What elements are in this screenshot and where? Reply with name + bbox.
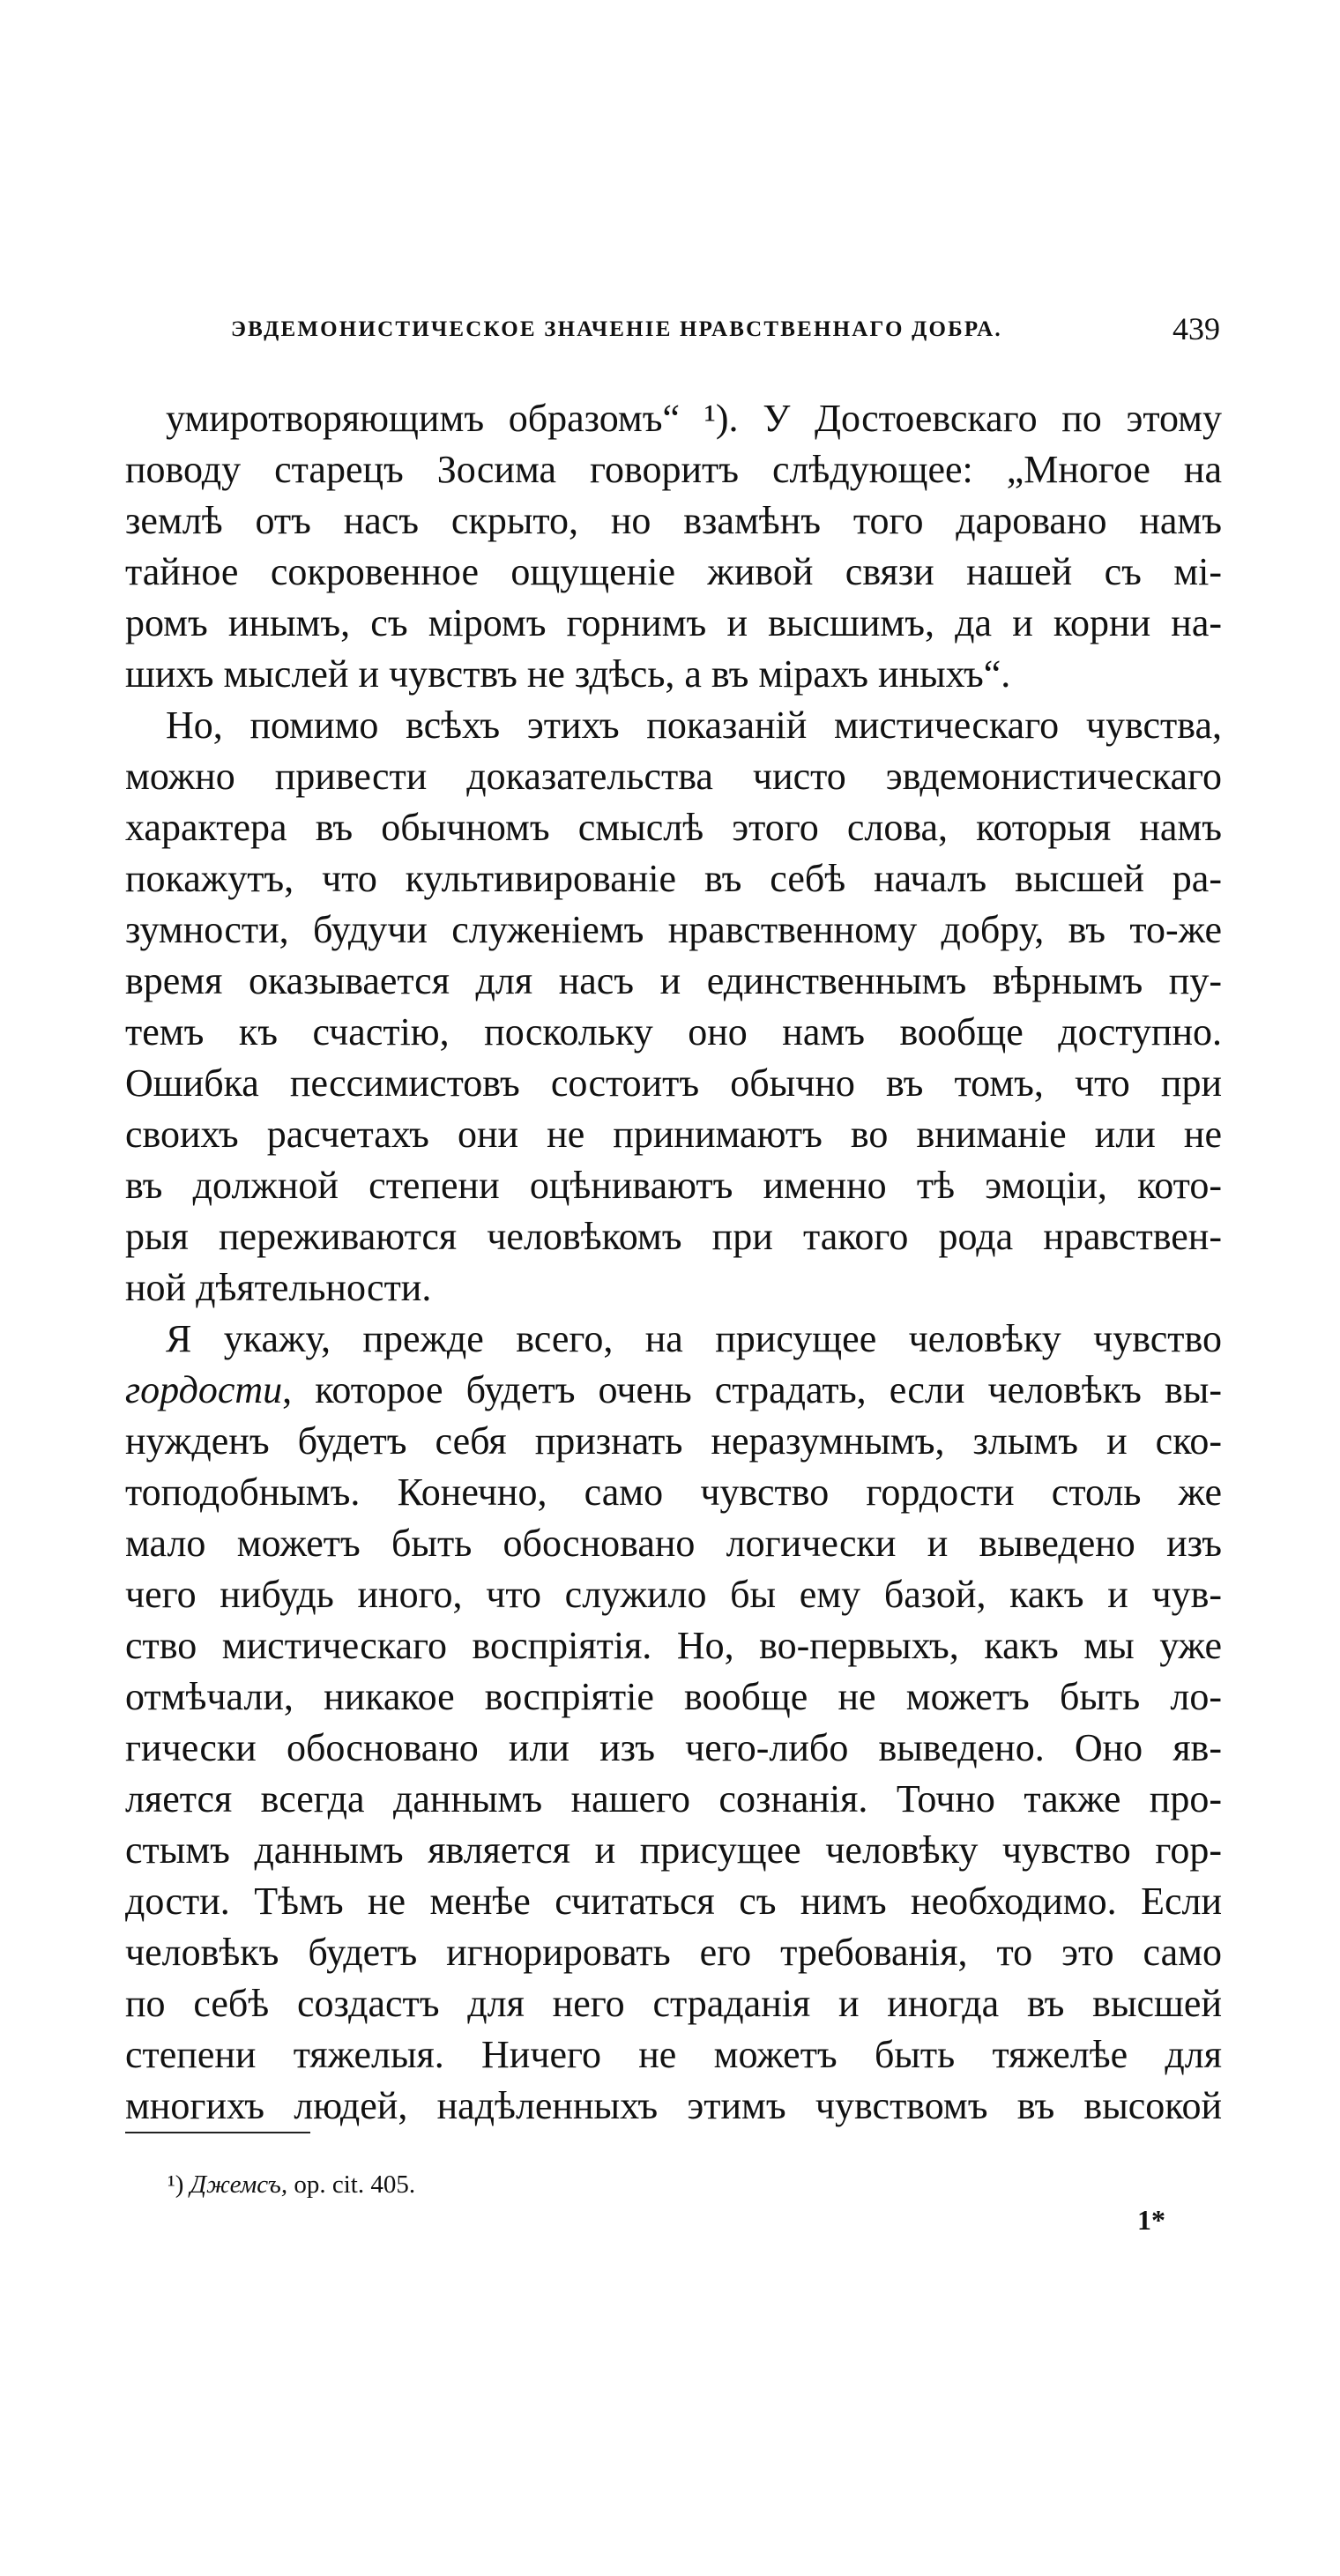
line-text: многихъ людей, надѣленныхъ этимъ чувствомъ въ высокой <box>125 2084 1222 2127</box>
running-title: ЭВДЕМОНИСТИЧЕСКОЕ ЗНАЧЕНІЕ НРАВСТВЕННАГО ДОБРА. <box>231 317 1002 341</box>
text-line <box>125 1467 1222 1518</box>
line-text: характера въ обычномъ смыслѣ этого слова, которыя намъ <box>125 806 1222 849</box>
footnote-rule <box>125 2132 310 2133</box>
footnote-author: Джемсъ, <box>190 2170 288 2199</box>
text-line <box>125 547 1222 598</box>
italic-text: гордости <box>125 1368 283 1411</box>
paragraph <box>125 1314 1222 2132</box>
line-text: въ должной степени оцѣниваютъ именно тѣ эмоціи, кото- <box>125 1164 1222 1207</box>
line-text: поводу старецъ Зосима говоритъ слѣдующее: „Многое на <box>125 448 1222 491</box>
line-text: умиротворяющимъ образомъ“ ¹). У Достоевскаго по этому <box>166 397 1222 440</box>
text-line <box>125 853 1222 905</box>
line-text: отмѣчали, никакое воспріятіе вообще не можетъ быть ло- <box>125 1675 1222 1718</box>
signature-mark: 1* <box>1137 2204 1165 2236</box>
line-text: по себѣ создастъ для него страданія и иногда въ высшей <box>125 1982 1222 2025</box>
line-text: топодобнымъ. Конечно, само чувство гордости столь же <box>125 1470 1222 1514</box>
text-line <box>125 1262 1222 1314</box>
text-line <box>125 905 1222 956</box>
text-line <box>125 1518 1222 1569</box>
line-text: Я укажу, прежде всего, на присущее человѣку чувство <box>166 1317 1222 1360</box>
line-text: дости. Тѣмъ не менѣе считаться съ нимъ необходимо. Если <box>125 1880 1222 1923</box>
body-text <box>125 393 1222 2132</box>
text-line <box>125 1007 1222 1058</box>
line-text: землѣ отъ насъ скрыто, но взамѣнъ того даровано намъ <box>125 499 1222 542</box>
text-line <box>125 2029 1222 2081</box>
text-line <box>125 1825 1222 1876</box>
text-line <box>125 649 1222 700</box>
text-line <box>125 1314 1222 1365</box>
line-text: можно привести доказательства чисто эвдемонистическаго <box>125 755 1222 798</box>
text-line <box>125 1416 1222 1467</box>
line-text: ромъ инымъ, съ міромъ горнимъ и высшимъ, да и корни на- <box>125 601 1222 644</box>
line-text: ство мистическаго воспріятія. Но, во-первыхъ, какъ мы уже <box>125 1624 1222 1667</box>
text-line <box>125 1723 1222 1774</box>
text-line <box>125 1160 1222 1211</box>
text-line <box>125 1058 1222 1109</box>
text-line <box>125 1978 1222 2029</box>
text-line <box>125 495 1222 547</box>
text-line <box>125 1569 1222 1620</box>
text-line <box>125 1365 1222 1416</box>
line-text: своихъ расчетахъ они не принимаютъ во вниманіе или не <box>125 1113 1222 1156</box>
line-text: шихъ мыслей и чувствъ не здѣсь, а въ мірахъ иныхъ“. <box>125 652 1011 696</box>
paragraph <box>125 700 1222 1314</box>
line-text: мало можетъ быть обосновано логически и выведено изъ <box>125 1522 1222 1565</box>
line-text: время оказывается для насъ и единственнымъ вѣрнымъ пу- <box>125 959 1222 1002</box>
text-line <box>125 1671 1222 1723</box>
footnote-marker: ¹) <box>168 2170 184 2199</box>
paragraph <box>125 393 1222 700</box>
line-text: нужденъ будетъ себя признать неразумнымъ, злымъ и ско- <box>125 1419 1222 1463</box>
line-text: Ошибка пессимистовъ состоитъ обычно въ томъ, что при <box>125 1061 1222 1105</box>
line-text: чего нибудь иного, что служило бы ему базой, какъ и чув- <box>125 1573 1222 1616</box>
text-line <box>125 444 1222 495</box>
text-line <box>125 700 1222 751</box>
line-text: гически обосновано или изъ чего-либо выведено. Оно яв- <box>125 1726 1222 1769</box>
line-text: стымъ даннымъ является и присущее человѣку чувство гор- <box>125 1828 1222 1872</box>
line-text: ной дѣятельности. <box>125 1266 432 1309</box>
running-header <box>231 310 1220 354</box>
text-line <box>125 802 1222 853</box>
footnote <box>168 2170 415 2200</box>
line-text: зумности, будучи служеніемъ нравственному добру, въ то-же <box>125 908 1222 951</box>
footnote-reference: op. cit. 405. <box>294 2170 416 2199</box>
line-text: рыя переживаются человѣкомъ при такого рода нравствен- <box>125 1215 1222 1258</box>
page-number: 439 <box>1172 311 1220 346</box>
line-text: человѣкъ будетъ игнорировать его требованія, то это само <box>125 1931 1222 1974</box>
text-line <box>125 1774 1222 1825</box>
text-line <box>125 1876 1222 1927</box>
line-text: темъ къ счастію, поскольку оно намъ вообще доступно. <box>125 1010 1222 1053</box>
text-line <box>125 1927 1222 1978</box>
text-line <box>125 2081 1222 2132</box>
line-text: тайное сокровенное ощущеніе живой связи нашей съ мі- <box>125 550 1222 593</box>
text-line <box>125 751 1222 802</box>
line-text: ляется всегда даннымъ нашего сознанія. Точно также про- <box>125 1777 1222 1820</box>
text-line <box>125 1620 1222 1671</box>
text-line <box>125 1109 1222 1160</box>
text-line <box>125 598 1222 649</box>
text-segment: , которое будетъ очень страдать, если человѣкъ вы- <box>282 1368 1222 1411</box>
line-text: степени тяжелыя. Ничего не можетъ быть тяжелѣе для <box>125 2033 1222 2076</box>
line-text: Но, помимо всѣхъ этихъ показаній мистическаго чувства, <box>166 704 1222 747</box>
text-line <box>125 956 1222 1007</box>
text-line <box>125 393 1222 444</box>
text-line <box>125 1211 1222 1262</box>
line-text: покажутъ, что культивированіе въ себѣ началъ высшей ра- <box>125 857 1222 900</box>
